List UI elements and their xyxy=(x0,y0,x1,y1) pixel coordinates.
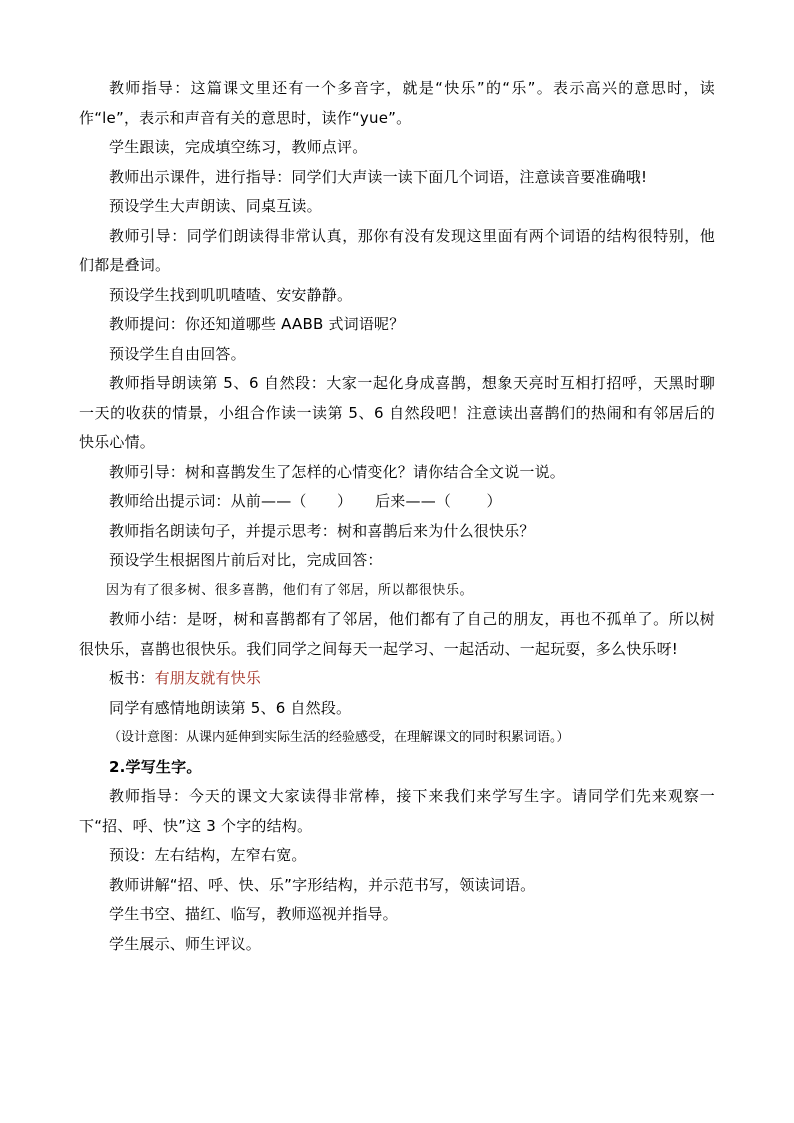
paragraph-teacher-summary: 教师小结：是呀，树和喜鹊都有了邻居，他们都有了自己的朋友，再也不孤单了。所以树很快乐，喜鹊也很快乐。我们同学之间每天一起学习、一起活动、一起玩耍，多么快乐呀! xyxy=(79,610,715,658)
paragraph-aabb-question: 教师提问：你还知道哪些 AABB 式词语呢？ xyxy=(109,315,405,333)
paragraph-handwritten-answer: 因为有了很多树、很多喜鹊，他们有了邻居，所以都很快乐。 xyxy=(106,582,474,598)
paragraph-emotional-reading: 同学有感情地朗读第 5、6 自然段。 xyxy=(109,698,352,717)
paragraph-student-practice: 学生书空、描红、临写，教师巡视并指导。 xyxy=(109,905,398,923)
board-writing-label: 板书： xyxy=(109,669,155,687)
paragraph-writing-guide: 教师指导：今天的课文大家读得非常棒，接下来我们来学写生字。请同学们先来观察一下“招、呼、快”这 3 个字的结构。 xyxy=(79,787,715,835)
paragraph-structure-preset: 预设：左右结构，左窄右宽。 xyxy=(109,846,307,864)
paragraph-read-aloud: 预设学生大声朗读、同桌互读。 xyxy=(109,197,322,215)
paragraph-reduplicated-words: 教师引导：同学们朗读得非常认真，那你有没有发现这里面有两个词语的结构很特别，他们都是叠词。 xyxy=(79,226,715,274)
paragraph-polyphone-guide: 教师指导：这篇课文里还有一个多音字，就是“快乐”的“乐”。表示高兴的意思时，读作“le”，表示和声音有关的意思时，读作“yue”。 xyxy=(79,79,715,127)
paragraph-picture-compare: 预设学生根据图片前后对比，完成回答： xyxy=(109,551,383,569)
section-heading-write-characters: 2.学写生字。 xyxy=(109,757,202,776)
paragraph-mood-change: 教师引导：树和喜鹊发生了怎样的心情变化？请你结合全文说一说。 xyxy=(109,462,566,481)
paragraph-design-intent: （设计意图：从课内延伸到实际生活的经验感受，在理解课文的同时积累词语。） xyxy=(108,730,570,745)
paragraph-student-showcase: 学生展示、师生评议。 xyxy=(109,934,262,953)
paragraph-find-words: 预设学生找到叽叽喳喳、安安静静。 xyxy=(109,285,353,304)
paragraph-why-happy: 教师指名朗读句子，并提示思考：树和喜鹊后来为什么很快乐？ xyxy=(109,521,535,540)
paragraph-hint-words: 教师给出提示词：从前——（ ） 后来——（ ） xyxy=(109,492,502,510)
paragraph-courseware-guide: 教师出示课件，进行指导：同学们大声读一读下面几个词语，注意读音要准确哦! xyxy=(109,167,648,186)
paragraph-board-writing xyxy=(79,664,715,694)
paragraph-reading-guide-5-6: 教师指导朗读第 5、6 自然段：大家一起化身成喜鹊，想象天亮时互相打招呼，天黑时聊一天的收获的情景，小组合作读一读第 5、6 自然段吧！注意读出喜鹊们的热闹和有邻居后的快乐心情。 xyxy=(79,374,715,451)
board-writing-text: 有朋友就有快乐 xyxy=(154,669,262,687)
paragraph-follow-reading: 学生跟读，完成填空练习，教师点评。 xyxy=(109,138,368,156)
paragraph-free-answer: 预设学生自由回答。 xyxy=(109,344,246,363)
paragraph-teacher-explain: 教师讲解“招、呼、快、乐”字形结构，并示范书写，领读词语。 xyxy=(109,875,536,894)
